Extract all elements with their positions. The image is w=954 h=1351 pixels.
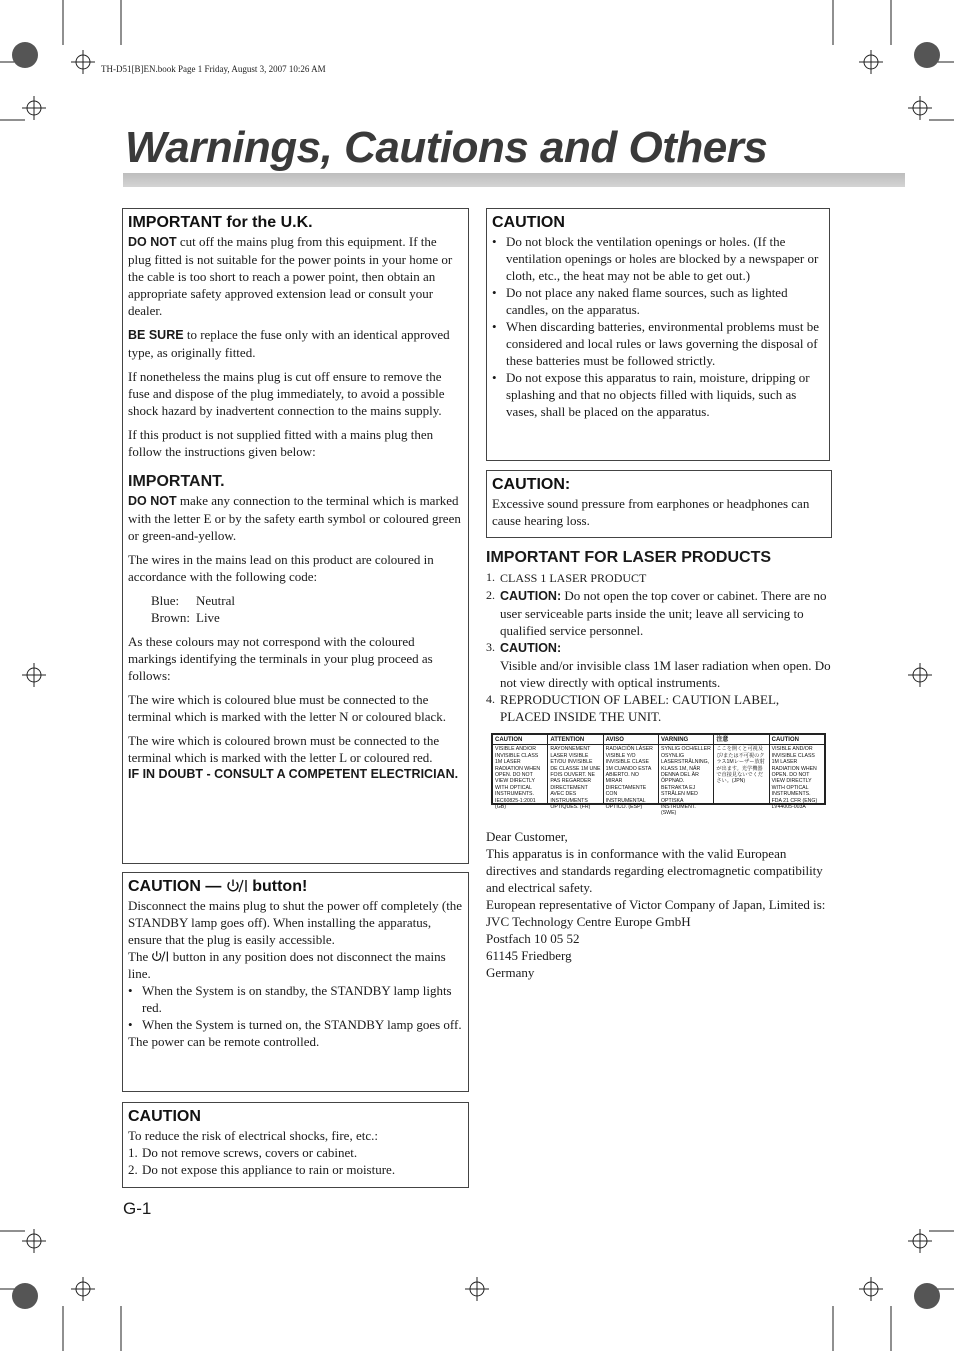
standby-para-1: Disconnect the mains plug to shut the power off completely (the STANDBY lamp goes off). When installing the apparatus, ensure that the plug is easily accessible. xyxy=(128,898,463,947)
code-row-brown: Brown: Live xyxy=(151,610,220,625)
standby-power-icon xyxy=(226,879,248,893)
list-item: 2. Do not expose this appliance to rain or moisture. xyxy=(128,1162,396,1177)
page-number: G-1 xyxy=(123,1199,152,1218)
standby-caution-box xyxy=(122,872,469,1092)
label-cell: ATTENTION RAYONNEMENT LASER VISIBLE ET/OU INVISIBLE DE CLASSE 1M UNE FOIS OUVERT. NE PAS REGARDER DIRECTEMENT AVEC DES INSTRUMENTS OPTIQUES. (FR) xyxy=(548,735,603,803)
laser-item-2: 2. CAUTION: Do not open the top cover or cabinet. There are no user serviceable parts inside the unit; leave all servicing to qualified service personnel. xyxy=(486,588,827,638)
electrical-caution-intro: To reduce the risk of electrical shocks, fire, etc.: xyxy=(128,1128,378,1143)
letter-line: This apparatus is in conformance with the valid European directives and standards regarding electromagnetic compatibility and electrical safety. xyxy=(486,846,823,895)
letter-line: Postfach 10 05 52 xyxy=(486,931,580,946)
code-row-blue: Blue: Neutral xyxy=(151,593,235,608)
uk-para-8: The wire which is coloured blue must be connected to the terminal which is marked with the letter N or coloured black. xyxy=(128,692,447,724)
standby-para-2: The button in any position does not disconnect the mains line. xyxy=(128,949,446,981)
label-cell: 注意 ここを開くと可視及び/または不可視のクラス1Mレーザー放射が出ます。光学機器で直接見ないでください。(JPN) xyxy=(714,735,769,803)
ventilation-caution-heading: CAUTION xyxy=(492,214,565,231)
label-cell: AVISO RADIACIÓN LÁSER VISIBLE Y/O INVISIBLE CLASE 1M CUANDO ESTA ABIERTO. NO MIRAR DIRECTAMENTE CON INSTRUMENTAL ÓPTICO. (ESP) xyxy=(604,735,659,803)
customer-letter xyxy=(486,828,831,981)
standby-power-icon xyxy=(151,950,169,963)
letter-line: European representative of Victor Company of Japan, Limited is: xyxy=(486,897,826,912)
laser-heading: IMPORTANT FOR LASER PRODUCTS xyxy=(486,549,772,566)
label-cell: VARNING SYNLIG OCH/ELLER OSYNLIG LASERSTRÅLNING, KLASS 1M, NÄR DENNA DEL ÄR ÖPPNAD. BETRAKTA EJ STRÅLEN MED OPTISKA INSTRUMENT. (SWE) xyxy=(659,735,714,803)
uk-important-box xyxy=(122,208,469,864)
uk-para-4: If this product is not supplied fitted with a mains plug then follow the instructions given below: xyxy=(128,427,434,459)
caution-bullet: • Do not block the ventilation openings or holes. (If the ventilation openings or holes are blocked by a newspaper or cloth, etc., the heat may not be able to get out.) xyxy=(492,233,824,284)
hearing-caution-heading: CAUTION: xyxy=(492,476,571,493)
electrical-caution-heading: CAUTION xyxy=(128,1108,201,1125)
uk-para-9: The wire which is coloured brown must be connected to the terminal which is marked with the letter L or coloured red. xyxy=(128,733,440,765)
laser-caution-label xyxy=(491,733,826,817)
caution-bullet: • Do not place any naked flame sources, such as lighted candles, on the apparatus. xyxy=(492,284,824,318)
title-underline-bar xyxy=(123,173,905,187)
letter-line: Dear Customer, xyxy=(486,829,568,844)
uk-heading: IMPORTANT for the U.K. xyxy=(128,214,313,231)
caution-bullet: • When discarding batteries, environmental problems must be considered and local rules or laws governing the disposal of these batteries must be followed strictly. xyxy=(492,318,824,369)
uk-para-5: DO NOT make any connection to the terminal which is marked with the letter E or by the safety earth symbol or coloured green or green-and-yellow. xyxy=(128,493,461,543)
standby-bullet: • When the System is turned on, the STANDBY lamp goes off. xyxy=(128,1016,463,1033)
label-cell: CAUTION VISIBLE AND/OR INVISIBLE CLASS 1M LASER RADIATION WHEN OPEN. DO NOT VIEW DIRECTLY WITH OPTICAL INSTRUMENTS. IEC60825-1:2001 (GB) xyxy=(493,735,548,803)
caution-bullet: • Do not expose this apparatus to rain, moisture, dripping or splashing and that no objects filled with liquids, such as vases, shall be placed on the apparatus. xyxy=(492,369,824,420)
hearing-caution-box xyxy=(486,470,832,538)
electrical-caution-box xyxy=(122,1102,469,1188)
uk-para-3: If nonetheless the mains plug is cut off ensure to remove the fuse and dispose of the plug immediately, to avoid a possible shock hazard by inadvertent connection to the mains supply. xyxy=(128,369,445,418)
uk-para-6: The wires in the mains lead on this product are coloured in accordance with the following code: xyxy=(128,552,434,584)
laser-item-3: 3. CAUTION: Visible and/or invisible class 1M laser radiation when open. Do not view directly with optical instruments. xyxy=(486,640,831,690)
ventilation-caution-bullets xyxy=(492,233,824,420)
important-subheading: IMPORTANT. xyxy=(128,473,225,490)
laser-item-1: 1. CLASS 1 LASER PRODUCT xyxy=(486,570,647,585)
hearing-caution-text: Excessive sound pressure from earphones or headphones can cause hearing loss. xyxy=(492,496,810,528)
laser-list xyxy=(486,569,832,725)
page-title: Warnings, Cautions and Others xyxy=(125,123,768,172)
electrical-caution-list xyxy=(128,1144,463,1178)
ventilation-caution-box xyxy=(486,208,830,461)
list-item: 1. Do not remove screws, covers or cabinet. xyxy=(128,1145,358,1160)
label-cell: CAUTION VISIBLE AND/OR INVISIBLE CLASS 1M LASER RADIATION WHEN OPEN. DO NOT VIEW DIRECTLY WITH OPTICAL INSTRUMENTS. FDA 21 CFR (ENG) LV44005-003A xyxy=(770,735,824,803)
letter-line: Germany xyxy=(486,965,535,980)
wire-colour-code xyxy=(128,592,463,626)
consult-electrician-note: IF IN DOUBT - CONSULT A COMPETENT ELECTRICIAN. xyxy=(128,767,459,781)
uk-para-1: DO NOT cut off the mains plug from this equipment. If the plug fitted is not suitable for the power points in your home or the cable is too short to reach a power point, then obtain an appropriate safety approved extension lead or consult your dealer. xyxy=(128,234,453,318)
letter-line: JVC Technology Centre Europe GmbH xyxy=(486,914,691,929)
standby-bullet: • When the System is on standby, the STANDBY lamp lights red. xyxy=(128,982,463,1016)
book-header-info: TH-D51[B]EN.book Page 1 Friday, August 3, 2007 10:26 AM xyxy=(101,64,326,74)
laser-item-4: 4. REPRODUCTION OF LABEL: CAUTION LABEL, PLACED INSIDE THE UNIT. xyxy=(486,692,780,724)
standby-caution-heading: CAUTION — button! xyxy=(128,878,308,895)
uk-para-2: BE SURE to replace the fuse only with an identical approved type, as originally fitted. xyxy=(128,327,450,360)
uk-para-7: As these colours may not correspond with the coloured markings identifying the terminals in your plug proceed as follows: xyxy=(128,634,433,683)
standby-para-3: The power can be remote controlled. xyxy=(128,1034,320,1049)
standby-bullets xyxy=(128,982,463,1033)
letter-line: 61145 Friedberg xyxy=(486,948,572,963)
